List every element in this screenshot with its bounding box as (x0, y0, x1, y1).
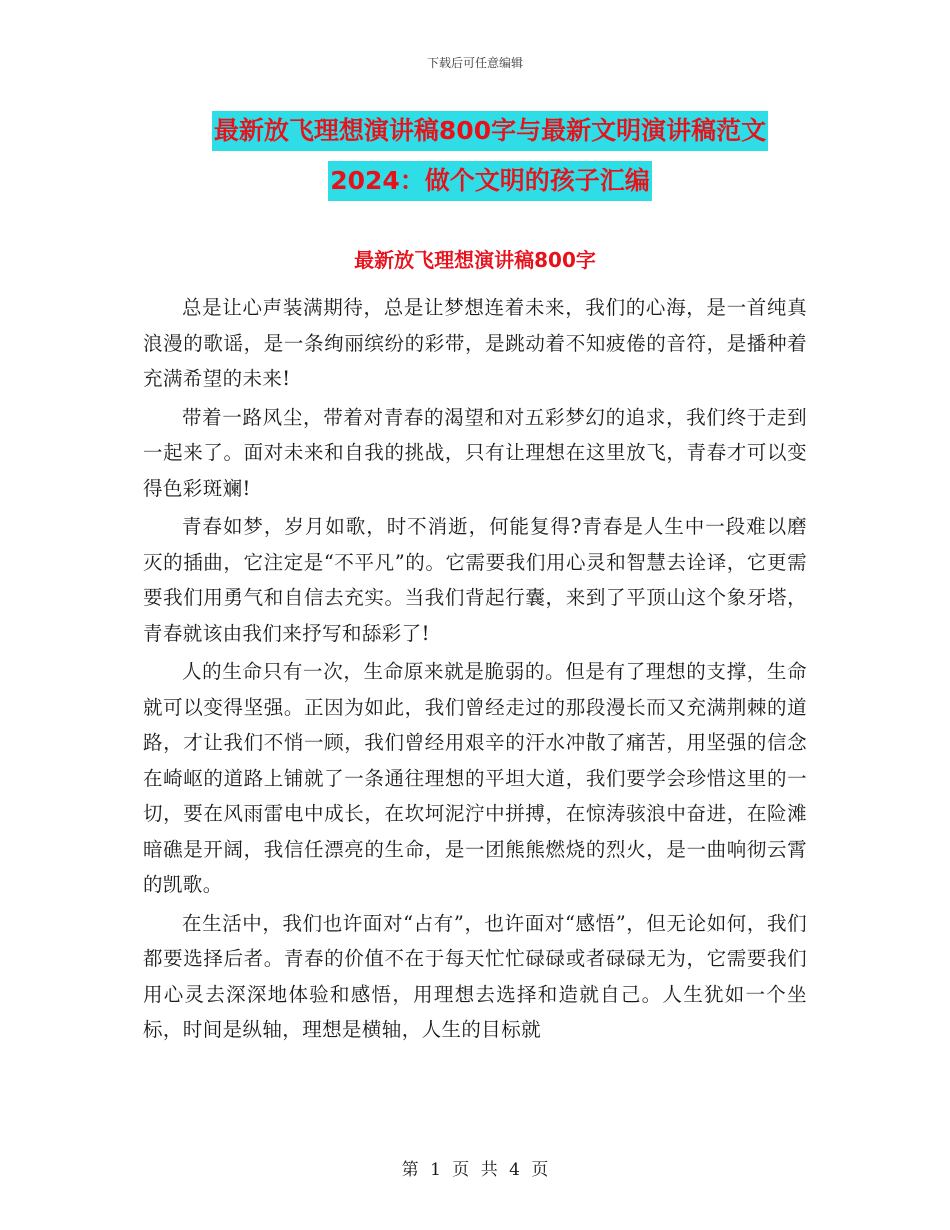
paragraph: 人的生命只有一次，生命原来就是脆弱的。但是有了理想的支撑，生命就可以变得坚强。正因为如此，我们曾经走过的那段漫长而又充满荆棘的道路，才让我们不悄一顾，我们曾经用艰辛的汗水冲散了痛苦，用坚强的信念在崎岖的道路上铺就了一条通往理想的平坦大道，我们要学会珍惜这里的一切，要在风雨雷电中成长，在坎坷泥泞中拼搏，在惊涛骇浪中奋进，在险滩暗礁是开阔，我信任漂亮的生命，是一团熊熊燃烧的烈火，是一曲响彻云霄的凯歌。 (143, 660, 807, 896)
body-text (143, 290, 807, 1051)
paragraph: 总是让心声装满期待，总是让梦想连着未来，我们的心海，是一首纯真浪漫的歌谣，是一条绚丽缤纷的彩带，是跳动着不知疲倦的音符，是播种着充满希望的未来! (143, 296, 807, 390)
section-heading: 最新放飞理想演讲稿800字 (354, 248, 596, 272)
document-title (140, 106, 840, 206)
page-footer: 第 1 页 共 4 页 (401, 1160, 549, 1180)
title-line-1: 最新放飞理想演讲稿800字与最新文明演讲稿范文 (212, 111, 768, 151)
paragraph: 在生活中，我们也许面对“占有”，也许面对“感悟”，但无论如何，我们都要选择后者。青春的价值不在于每天忙忙碌碌或者碌碌无为，它需要我们用心灵去深深地体验和感悟，用理想去选择和造就自己。人生犹如一个坐标，时间是纵轴，理想是横轴，人生的目标就 (143, 911, 807, 1041)
header-note: 下载后可任意编辑 (426, 56, 523, 70)
paragraph: 带着一路风尘，带着对青春的渴望和对五彩梦幻的追求，我们终于走到一起来了。面对未来和自我的挑战，只有让理想在这里放飞，青春才可以变得色彩斑斓! (143, 405, 807, 500)
paragraph: 青春如梦，岁月如歌，时不消逝，何能复得?青春是人生中一段难以磨灭的插曲，它注定是“不平凡”的。它需要我们用心灵和智慧去诠译，它更需要我们用勇气和自信去充实。当我们背起行囊，来到了平顶山这个象牙塔，青春就该由我们来抒写和舔彩了! (143, 515, 807, 645)
title-line-2: 2024：做个文明的孩子汇编 (328, 161, 652, 201)
